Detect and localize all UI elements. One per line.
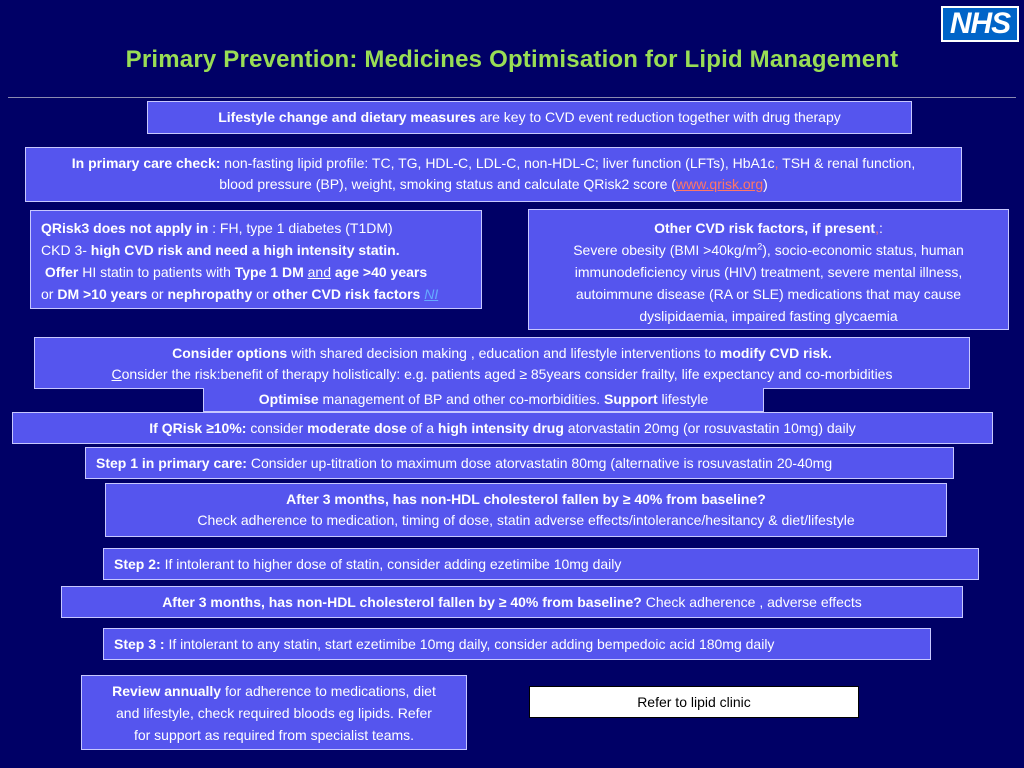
nice-link[interactable]: NI [424, 286, 439, 302]
step1-bold: Step 1 in primary care: [96, 455, 247, 471]
qrisk3-l4-b: or [147, 286, 168, 302]
refer-text: Refer to lipid clinic [637, 694, 751, 710]
consider-line2 [35, 364, 969, 385]
after3a-bold: After 3 months, has non-HDL cholesterol fallen by ≥ 40% from baseline? [286, 491, 766, 507]
step2-bold: Step 2: [114, 556, 161, 572]
qrisk3-l2-a: CKD 3- [41, 242, 91, 258]
other-cvd-line4: autoimmune disease (RA or SLE) medications that may cause [575, 286, 962, 302]
review-annually-box [81, 675, 467, 750]
primary-care-line1 [26, 153, 961, 174]
qrisk-10-box [12, 412, 993, 444]
review-line1 [82, 680, 466, 702]
optimise-box [203, 388, 764, 412]
optimise-rest2: lifestyle [657, 391, 709, 407]
primary-care-text1: non-fasting lipid profile: TC, TG, HDL-C, LDL-C, non-HDL-C; liver function (LFTs), HbA1c [220, 155, 775, 171]
step3-bold: Step 3 : [114, 636, 165, 652]
qrisk3-l3-a: HI statin to patients with [78, 264, 235, 280]
after3b-bold: After 3 months, has non-HDL cholesterol fallen by ≥ 40% from baseline? [162, 594, 642, 610]
consider-bold2: modify CVD risk. [719, 345, 832, 361]
after3b-text: Check adherence , adverse effects [641, 594, 862, 610]
qrisk3-age: age >40 years [334, 264, 428, 280]
other-cvd-l2-b: ), socio-economic status, human [762, 242, 964, 258]
qrisk3-and: and [307, 264, 331, 280]
after-3-months-box-2 [61, 586, 963, 618]
qrisk3-line3 [41, 261, 481, 283]
after3a-line2: Check adherence to medication, timing of dose, statin adverse effects/intolerance/hesitancy & diet/lifestyle [197, 512, 855, 528]
title-divider [8, 97, 1016, 98]
step1-text: Consider up-titration to maximum dose atorvastatin 80mg (alternative is rosuvastatin 20-40mg [246, 455, 833, 471]
primary-care-comma: , [774, 155, 779, 171]
other-cvd-line5: dyslipidaemia, impaired fasting glycaemia [639, 308, 898, 324]
qrisk3-nephropathy: nephropathy [167, 286, 253, 302]
page-title: Primary Prevention: Medicines Optimisation for Lipid Management [125, 46, 899, 73]
consider-l2-first: C [111, 366, 122, 382]
qrisk3-box [30, 210, 482, 309]
primary-care-close: ) [763, 176, 768, 192]
lifestyle-text: are key to CVD event reduction together with drug therapy [475, 109, 841, 125]
other-cvd-title-comma: , [875, 220, 879, 236]
refer-lipid-clinic-box [529, 686, 859, 718]
qrisk3-line2 [41, 239, 481, 261]
qrisk3-type1dm: Type 1 DM [234, 264, 304, 280]
qrisk3-offer: Offer [44, 264, 79, 280]
review-line2: and lifestyle, check required bloods eg lipids. Refer [116, 705, 432, 721]
qrisk3-line4 [41, 283, 481, 305]
other-cvd-line2 [529, 239, 1008, 261]
other-cvd-title-colon: : [878, 220, 883, 236]
optimise-rest1: management of BP and other co-morbidities. [318, 391, 604, 407]
consider-line1 [35, 343, 969, 364]
qrisk3-dm10: DM >10 years [57, 286, 148, 302]
qrisk3-bold: QRisk3 does not apply in [41, 220, 209, 236]
optimise-bold1: Optimise [258, 391, 319, 407]
other-cvd-title [529, 217, 1008, 239]
nhs-logo [941, 6, 1019, 42]
qrisk10-bold3: high intensity drug [437, 420, 564, 436]
lifestyle-bold: Lifestyle change and dietary measures [218, 109, 476, 125]
primary-care-line2 [26, 174, 961, 195]
qrisk3-line1 [41, 217, 481, 239]
qrisk10-c: atorvastatin 20mg (or rosuvastatin 10mg) daily [563, 420, 856, 436]
other-cvd-risk-box [528, 209, 1009, 330]
other-cvd-l2-a: Severe obesity (BMI >40kg/m [573, 242, 758, 258]
step2-box [103, 548, 979, 580]
nhs-logo-text: NHS [949, 7, 1011, 40]
primary-care-bold: In primary care check: [71, 155, 221, 171]
qrisk3-other-risk: other CVD risk factors [272, 286, 421, 302]
qrisk10-b: of a [406, 420, 438, 436]
step1-box [85, 447, 954, 479]
review-bold: Review annually [112, 683, 222, 699]
other-cvd-title-bold: Other CVD risk factors, if present [654, 220, 876, 236]
optimise-bold2: Support [604, 391, 658, 407]
step3-text: If intolerant to any statin, start ezetimibe 10mg daily, consider adding bempedoic acid 180mg daily [164, 636, 775, 652]
qrisk10-a: consider [246, 420, 308, 436]
consider-options-box [34, 337, 970, 389]
other-cvd-line3: immunodeficiency virus (HIV) treatment, severe mental illness, [574, 264, 963, 280]
qrisk10-bold2: moderate dose [307, 420, 407, 436]
step2-text: If intolerant to higher dose of statin, consider adding ezetimibe 10mg daily [160, 556, 622, 572]
primary-care-text2: TSH & renal function, [778, 155, 916, 171]
other-cvd-sup: 2 [757, 241, 763, 252]
consider-bold1: Consider options [172, 345, 288, 361]
step3-box [103, 628, 931, 660]
after-3-months-box-1 [105, 483, 947, 537]
qrisk3-l4-a: or [41, 286, 58, 302]
review-l1-rest: for adherence to medications, diet [221, 683, 436, 699]
qrisk3-l2-bold: high CVD risk and need a high intensity statin. [90, 242, 400, 258]
consider-l2-rest: onsider the risk:benefit of therapy holistically: e.g. patients aged ≥ 85years consider frailty, life expectancy and co-morbidities [121, 366, 893, 382]
primary-care-check-box [25, 147, 962, 202]
review-line3: for support as required from specialist teams. [133, 727, 415, 743]
qrisk-link[interactable]: www.qrisk.org [675, 176, 764, 192]
after3a-line1 [106, 489, 946, 510]
qrisk10-bold1: If QRisk ≥10%: [149, 420, 247, 436]
lifestyle-box [147, 101, 912, 134]
qrisk3-l1-rest: : FH, type 1 diabetes (T1DM) [208, 220, 393, 236]
consider-rest1: with shared decision making , education and lifestyle interventions to [287, 345, 720, 361]
primary-care-line2-text: blood pressure (BP), weight, smoking status and calculate QRisk2 score ( [219, 176, 676, 192]
qrisk3-l4-c: or [252, 286, 273, 302]
